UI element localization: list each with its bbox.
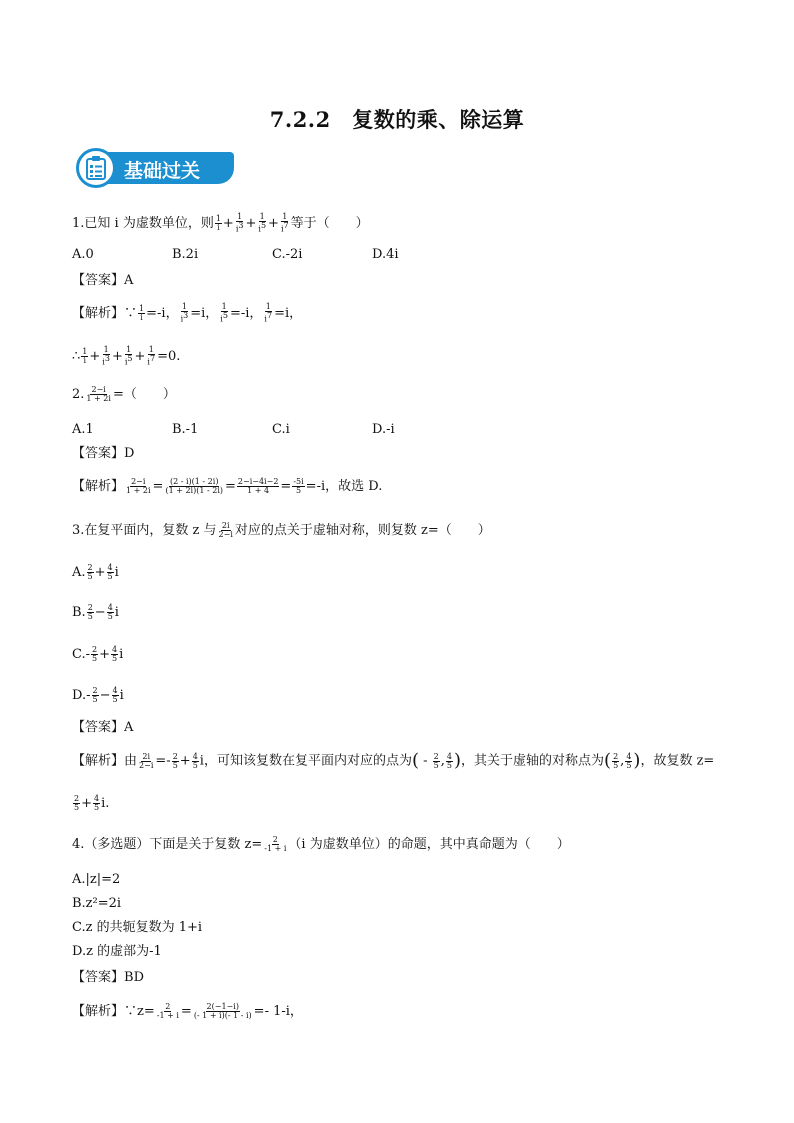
q2-option-d: D.-i xyxy=(372,422,395,437)
q2-options xyxy=(72,423,472,436)
q4-option-c: C.z 的共轭复数为 1+i xyxy=(72,920,203,935)
q3-option-a: A. $\frac{2}{5}$ + $\frac{4}{5}$ i xyxy=(72,563,119,581)
q1-option-c: C.-2i xyxy=(272,247,303,262)
q1-option-b: B.2i xyxy=(172,247,199,262)
q4-option-d: D.z 的虚部为-1 xyxy=(72,944,162,959)
q2-stem: 2. $\frac{2-i}{1 + 2i}$ =（ ） xyxy=(72,385,176,403)
q1-option-a: A.0 xyxy=(72,247,94,262)
section-banner xyxy=(76,148,236,190)
q2-answer: 【答案】D xyxy=(72,446,135,461)
q4-option-a: A.|z|=2 xyxy=(72,872,121,887)
q3-stem: 3.在复平面内，复数 z 与 $\frac{2i}{2-i}$ 对应的点关于虚轴对称，则复数 z=（ ） xyxy=(72,521,491,539)
q1-analysis-line1: 【解析】∵ $\frac{1}{i}$ =-i， $\frac{1}{i^3}$ =i， $\frac{1}{i^5}$ =-i， $\frac{1}{i^7}$ =i， xyxy=(72,302,303,324)
q3-analysis-line1: 【解析】由 $\frac{2i}{2-i}$ =- $\frac{2}{5}$ + $\frac{4}{5}$ i，可知该复数在复平面内对应的点为( - $\frac{2}{5}$ , $\frac{4}{5}$ )，其关于虚轴的对称点为( $\frac{2}{5}$ , $\frac{4}{5}$ )，故复数 z= xyxy=(72,750,715,771)
q3-analysis-line2: $\frac{2}{5}$ + $\frac{4}{5}$ i. xyxy=(74,794,110,812)
q2-option-b: B.-1 xyxy=(172,422,199,437)
banner-label: 基础过关 xyxy=(124,160,201,182)
q2-option-c: C.i xyxy=(272,422,290,437)
q4-analysis: 【解析】∵z= $\frac{2}{-1 + i}$ = $\frac{2(-1-i)}{(- 1 + i)(- 1 - i)}$ =- 1-i， xyxy=(72,1002,303,1020)
q3-option-d: D.- $\frac{2}{5}$ − $\frac{4}{5}$ i xyxy=(72,686,124,704)
q4-stem: 4.（多选题）下面是关于复数 z= $\frac{2}{-1 + i}$ （i 为虚数单位）的命题，其中真命题为（ ） xyxy=(72,835,570,853)
q1-answer: 【答案】A xyxy=(72,273,134,288)
page-title: 7.2.2 复数的乘、除运算 xyxy=(269,107,525,132)
checklist-icon xyxy=(85,156,107,180)
q1-analysis-line2: ∴ $\frac{1}{i}$ + $\frac{1}{i^3}$ + $\frac{1}{i^5}$ + $\frac{1}{i^7}$ =0. xyxy=(72,345,181,367)
q2-option-a: A.1 xyxy=(72,422,94,437)
q2-analysis: 【解析】 $\frac{2-i}{1 + 2i}$ = $\frac{(2 - i)(1 - 2i)}{(1 + 2i)(1 - 2i)}$ = $\frac{2-i-4i-2}{1 + 4}$ = $\frac{-5i}{5}$ =-i，故选 D. xyxy=(72,477,383,495)
q3-answer: 【答案】A xyxy=(72,720,134,735)
q1-options xyxy=(72,248,472,261)
q1-stem: 1.已知 i 为虚数单位，则 $\frac{1}{i}$ + $\frac{1}{i^3}$ + $\frac{1}{i^5}$ + $\frac{1}{i^7}$ 等于（ ） xyxy=(72,212,369,234)
q3-option-b: B. $\frac{2}{5}$ − $\frac{4}{5}$ i xyxy=(72,603,119,621)
q4-answer: 【答案】BD xyxy=(72,970,144,985)
q1-option-d: D.4i xyxy=(372,247,399,262)
q4-option-b: B.z²=2i xyxy=(72,896,122,911)
q3-option-c: C.- $\frac{2}{5}$ + $\frac{4}{5}$ i xyxy=(72,645,124,663)
